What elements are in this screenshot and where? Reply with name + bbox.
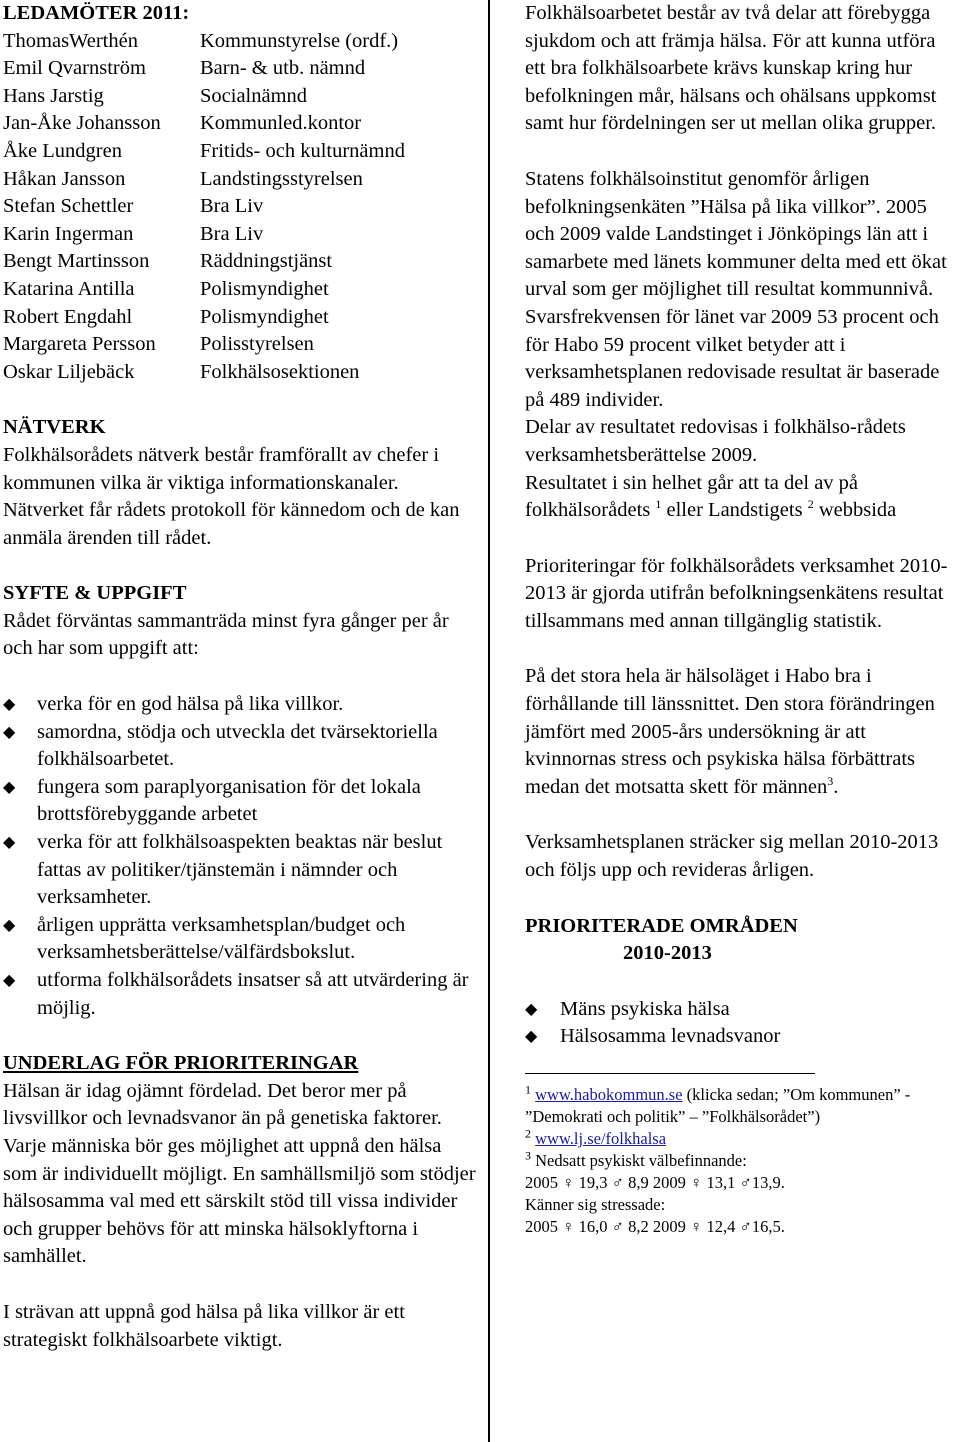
- member-row: [3, 166, 479, 194]
- list-item-text: Hälsosamma levnadsvanor: [560, 1025, 781, 1048]
- member-row: [3, 110, 479, 138]
- member-name: Emil Qvarnström: [3, 57, 146, 80]
- lj-folkhalsa-link[interactable]: www.lj.se/folkhalsa: [535, 1129, 667, 1148]
- member-name: Bengt Martinsson: [3, 250, 150, 273]
- footnote-3-line: 2005 ♀ 16,0 ♂ 8,2 2009 ♀ 12,4 ♂16,5.: [525, 1217, 785, 1236]
- diamond-bullet-icon: ◆: [3, 916, 16, 934]
- footnote-ref: 1: [655, 497, 662, 512]
- member-role: Socialnämnd: [200, 84, 308, 107]
- member-role: Fritids- och kulturnämnd: [200, 139, 405, 162]
- member-role: Barn- & utb. nämnd: [200, 57, 366, 80]
- goal-text: I strävan att uppnå god hälsa på lika villkor är ett strategiskt folkhälsoarbete viktigt.: [3, 1300, 405, 1351]
- footnotes: [525, 1084, 957, 1238]
- member-row: [3, 221, 479, 249]
- list-item-text: verka för att folkhälsoaspekten beaktas när beslut fattas av politiker/tjänstemän i nämnder och verksamheter.: [37, 831, 443, 909]
- footnote-rule: [525, 1073, 815, 1074]
- diamond-bullet-icon: ◆: [525, 1028, 538, 1046]
- diamond-bullet-icon: ◆: [3, 723, 16, 741]
- list-item: [3, 912, 479, 967]
- purpose-list: [3, 691, 479, 1022]
- member-name: Robert Engdahl: [3, 305, 133, 328]
- footnote-ref: 2: [807, 497, 814, 512]
- right-column: [525, 0, 957, 1238]
- member-row: [3, 55, 479, 83]
- member-role: Polismyndighet: [200, 277, 329, 300]
- member-row: [3, 276, 479, 304]
- footnote-3-line: 2005 ♀ 19,3 ♂ 8,9 2009 ♀ 13,1 ♂13,9.: [525, 1173, 785, 1192]
- results-paragraph: Resultatet i sin helhet går att ta del av på folkhälsorådets $^1$ eller Landstigets $^2$ webbsida: [525, 471, 897, 522]
- members-list: [3, 28, 479, 387]
- health-status-paragraph: På det stora hela är hälsoläget i Habo bra i förhållande till länssnittet. Den stora förändringen jämfört med 2005-års undersökning är att kvinnornas stress och psykiska hälsa förbättrats medan det motsatta skett för männen$^3$.: [525, 665, 935, 798]
- member-name: Håkan Jansson: [3, 167, 126, 190]
- member-row: [3, 83, 479, 111]
- report-paragraph: Delar av resultatet redovisas i folkhälso-rådets verksamhetsberättelse 2009.: [525, 416, 906, 466]
- list-item: [525, 996, 957, 1024]
- member-role: Folkhälsosektionen: [200, 360, 360, 383]
- diamond-bullet-icon: ◆: [3, 972, 16, 989]
- list-item-text: samordna, stödja och utveckla det tvärsektoriella folkhälsoarbetet.: [37, 720, 438, 771]
- member-role: Räddningstjänst: [200, 250, 333, 273]
- diamond-bullet-icon: ◆: [525, 1000, 538, 1018]
- member-row: [3, 193, 479, 221]
- member-name: Margareta Persson: [3, 333, 156, 356]
- list-item: [525, 1023, 957, 1051]
- list-item: [3, 691, 479, 719]
- list-item: [3, 967, 479, 1022]
- basis-text: Hälsan är idag ojämnt fördelad. Det beror mer på livsvillkor och levnadsvanor än på genetiska faktorer. Varje människa bör ges möjlighet att uppnå den hälsa som är individuellt möjligt. En samhällsmiljö som stödjer hälsosamma val med ett särskilt stöd till vissa individer och grupper behövs för att minska hälsoklyftorna i samhället.: [3, 1079, 476, 1268]
- member-role: Landstingsstyrelsen: [200, 167, 363, 190]
- member-row: [3, 359, 479, 387]
- purpose-heading: SYFTE & UPPGIFT: [3, 582, 187, 605]
- survey-paragraph: Statens folkhälsoinstitut genomför årligen befolkningsenkäten ”Hälsa på lika villkor”. 2005 och 2009 valde Landstinget i Jönköpings län att i samarbete med länets kommuner delta med ett ökat urval som ger möjlighet till resultat kommunnivå. Svarsfrekvensen för länet var 2009 53 procent och för Habo 59 procent vilket betyder att i verksamhetsplanen redovisade resultat är baserade på 489 individer.: [525, 167, 947, 411]
- priority-list: [525, 996, 957, 1051]
- left-column: [3, 0, 479, 1354]
- member-row: [3, 304, 479, 332]
- priority-years: 2010-2013: [623, 942, 712, 965]
- member-name: Karin Ingerman: [3, 222, 134, 245]
- list-item-text: utforma folkhälsorådets insatser så att utvärdering är möjlig.: [37, 969, 469, 1019]
- priorities-paragraph: Prioriteringar för folkhälsorådets verksamhet 2010-2013 är gjorda utifrån befolkningsenkätens resultat tillsammans med annan tillgänglig statistik.: [525, 554, 948, 632]
- member-name: Oskar Liljebäck: [3, 360, 135, 383]
- priority-heading: PRIORITERADE OMRÅDEN: [525, 914, 798, 937]
- member-role: Polismyndighet: [200, 305, 329, 328]
- footnote-3-line: Känner sig stressade:: [525, 1195, 666, 1214]
- member-role: Kommunled.kontor: [200, 112, 362, 135]
- plan-paragraph: Verksamhetsplanen sträcker sig mellan 2010-2013 och följs upp och revideras årligen.: [525, 831, 939, 882]
- member-role: Bra Liv: [200, 222, 264, 245]
- member-role: Bra Liv: [200, 195, 264, 218]
- footnote-1: $^1$ www.habokommun.se (klicka sedan; ”Om kommunen” - ”Demokrati och politik” – ”Folkhälsorådet”): [525, 1082, 911, 1126]
- member-name: Hans Jarstig: [3, 84, 104, 107]
- list-item-text: fungera som paraplyorganisation för det lokala brottsförebyggande arbetet: [37, 775, 421, 826]
- member-role: Kommunstyrelse (ordf.): [200, 29, 399, 52]
- member-name: Åke Lundgren: [3, 139, 122, 162]
- member-name: Jan-Åke Johansson: [3, 112, 161, 135]
- member-row: [3, 248, 479, 276]
- list-item-text: årligen upprätta verksamhetsplan/budget och verksamhetsberättelse/välfärdsbokslut.: [37, 913, 406, 964]
- member-row: [3, 138, 479, 166]
- member-row: [3, 28, 479, 56]
- list-item: [3, 719, 479, 774]
- member-name: ThomasWerthén: [3, 29, 138, 52]
- footnote-2: $^2$ www.lj.se/folkhalsa: [525, 1126, 667, 1148]
- list-item-text: verka för en god hälsa på lika villkor.: [37, 693, 344, 716]
- list-item: [3, 829, 479, 912]
- footnote-ref: 3: [827, 774, 834, 789]
- diamond-bullet-icon: ◆: [3, 696, 16, 714]
- intro-paragraph: Folkhälsoarbetet består av två delar att förebygga sjukdom och att främja hälsa. För att kunna utföra ett bra folkhälsoarbete krävs kunskap kring hur befolkningen mår, hälsans och ohälsans uppkomst samt hur fördelningen ser ut mellan olika grupper.: [525, 2, 937, 135]
- basis-heading: UNDERLAG FÖR PRIORITERINGAR: [3, 1052, 359, 1075]
- member-name: Katarina Antilla: [3, 277, 135, 300]
- list-item-text: Mäns psykiska hälsa: [560, 997, 730, 1020]
- member-role: Polisstyrelsen: [200, 333, 314, 356]
- network-heading: NÄTVERK: [3, 416, 106, 439]
- column-divider: [488, 0, 490, 1442]
- members-heading: LEDAMÖTER 2011:: [3, 2, 190, 24]
- member-row: [3, 331, 479, 359]
- network-text: Folkhälsorådets nätverk består framförallt av chefer i kommunen vilka är viktiga informationskanaler. Nätverket får rådets protokoll för kännedom och de kan anmäla ärenden till rådet.: [3, 443, 460, 549]
- footnote-3: $^3$ Nedsatt psykiskt välbefinnande:: [525, 1148, 747, 1170]
- diamond-bullet-icon: ◆: [3, 778, 16, 796]
- purpose-intro: Rådet förväntas sammanträda minst fyra gånger per år och har som uppgift att:: [3, 609, 449, 660]
- diamond-bullet-icon: ◆: [3, 834, 16, 852]
- list-item: [3, 774, 479, 829]
- habokommun-link[interactable]: www.habokommun.se: [535, 1085, 683, 1104]
- member-name: Stefan Schettler: [3, 195, 134, 218]
